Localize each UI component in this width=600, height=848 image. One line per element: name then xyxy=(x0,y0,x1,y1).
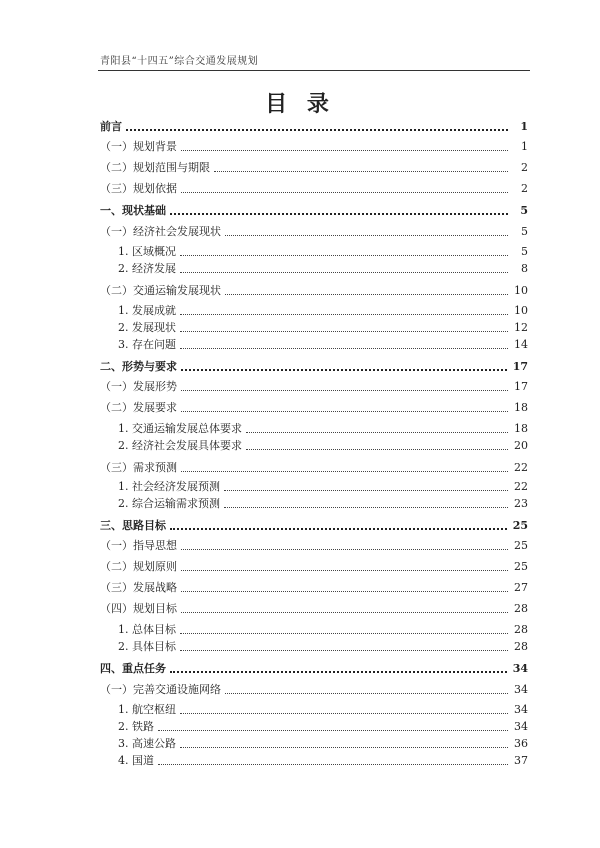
toc-page-number: 25 xyxy=(514,539,528,552)
toc-entry-label: 2. 发展现状 xyxy=(118,321,176,334)
toc-leader-dots xyxy=(180,272,508,273)
toc-entry[interactable] xyxy=(100,202,528,218)
toc-page-number: 34 xyxy=(514,720,528,733)
toc-entry-label: 四、重点任务 xyxy=(100,662,166,675)
toc-entry[interactable] xyxy=(100,302,528,318)
toc-entry-label: 二、形势与要求 xyxy=(100,360,177,373)
toc-entry-label: （三）规划依据 xyxy=(100,182,177,195)
toc-entry-label: 1. 交通运输发展总体要求 xyxy=(118,422,242,435)
toc-entry-label: 1. 区域概况 xyxy=(118,245,176,258)
toc-entry[interactable] xyxy=(100,180,528,196)
toc-page-number: 10 xyxy=(514,304,528,317)
toc-entry[interactable] xyxy=(100,282,528,298)
toc-leader-dots xyxy=(224,490,508,491)
toc-entry[interactable] xyxy=(100,399,528,415)
toc-page-number: 2 xyxy=(521,182,528,195)
toc-leader-dots xyxy=(158,764,508,765)
toc-entry-label: （一）规划背景 xyxy=(100,140,177,153)
toc-page-number: 17 xyxy=(514,380,528,393)
toc-entry[interactable] xyxy=(100,478,528,494)
toc-page-number: 12 xyxy=(514,321,528,334)
toc-leader-dots xyxy=(181,192,508,193)
toc-page-number: 25 xyxy=(512,519,528,532)
toc-leader-dots xyxy=(181,369,507,371)
toc-entry-label: （二）规划范围与期限 xyxy=(100,161,210,174)
toc-page-number: 14 xyxy=(514,338,528,351)
toc-entry-label: 4. 国道 xyxy=(118,754,154,767)
toc-leader-dots xyxy=(181,390,508,391)
toc-page-number: 28 xyxy=(514,640,528,653)
toc-entry-label: （一）指导思想 xyxy=(100,539,177,552)
toc-leader-dots xyxy=(214,171,508,172)
toc-entry-label: 2. 具体目标 xyxy=(118,640,176,653)
toc-entry[interactable] xyxy=(100,243,528,259)
toc-page-number: 1 xyxy=(521,140,528,153)
toc-leader-dots xyxy=(180,314,508,315)
toc-entry-label: 1. 社会经济发展预测 xyxy=(118,480,220,493)
toc-entry-label: 2. 铁路 xyxy=(118,720,154,733)
toc-page-number: 36 xyxy=(514,737,528,750)
toc-leader-dots xyxy=(181,570,508,571)
toc-leader-dots xyxy=(180,348,508,349)
toc-leader-dots xyxy=(181,411,508,412)
toc-entry[interactable] xyxy=(100,159,528,175)
toc-leader-dots xyxy=(181,612,508,613)
running-header: 青阳县“十四五”综合交通发展规划 xyxy=(100,56,259,67)
toc-leader-dots xyxy=(225,294,508,295)
toc-page-number: 18 xyxy=(514,401,528,414)
toc-entry[interactable] xyxy=(100,517,528,533)
toc-page-number: 22 xyxy=(514,461,528,474)
toc-page-number: 17 xyxy=(512,360,528,373)
toc-page-number: 28 xyxy=(514,602,528,615)
toc-leader-dots xyxy=(170,213,508,215)
toc-leader-dots xyxy=(180,713,508,714)
toc-entry[interactable] xyxy=(100,138,528,154)
toc-entry[interactable] xyxy=(100,718,528,734)
toc-page-number: 34 xyxy=(514,703,528,716)
toc-leader-dots xyxy=(180,747,508,748)
toc-title: 目 录 xyxy=(265,92,335,117)
toc-entry[interactable] xyxy=(100,621,528,637)
toc-entry-label: （一）发展形势 xyxy=(100,380,177,393)
toc-leader-dots xyxy=(180,650,508,651)
toc-entry[interactable] xyxy=(100,319,528,335)
toc-entry[interactable] xyxy=(100,420,528,436)
toc-leader-dots xyxy=(181,591,508,592)
toc-entry[interactable] xyxy=(100,260,528,276)
toc-leader-dots xyxy=(181,150,508,151)
toc-leader-dots xyxy=(170,671,507,673)
toc-entry-label: （二）规划原则 xyxy=(100,560,177,573)
toc-page-number: 5 xyxy=(520,204,528,217)
toc-entry[interactable] xyxy=(100,579,528,595)
toc-entry-label: 2. 经济发展 xyxy=(118,262,176,275)
toc-page-number: 20 xyxy=(514,439,528,452)
toc-page-number: 1 xyxy=(520,120,528,133)
toc-entry-label: 2. 经济社会发展具体要求 xyxy=(118,439,242,452)
toc-entry[interactable] xyxy=(100,537,528,553)
toc-page-number: 34 xyxy=(512,662,528,675)
toc-entry[interactable] xyxy=(100,701,528,717)
toc-leader-dots xyxy=(224,507,508,508)
toc-entry-label: 1. 总体目标 xyxy=(118,623,176,636)
toc-entry-label: 3. 高速公路 xyxy=(118,737,176,750)
toc-entry-label: 前言 xyxy=(100,120,122,133)
toc-entry[interactable] xyxy=(100,437,528,453)
toc-page-number: 18 xyxy=(514,422,528,435)
toc-entry-label: （一）经济社会发展现状 xyxy=(100,225,221,238)
toc-entry[interactable] xyxy=(100,558,528,574)
toc-page-number: 25 xyxy=(514,560,528,573)
toc-leader-dots xyxy=(246,449,508,450)
toc-page-number: 2 xyxy=(521,161,528,174)
toc-page-number: 37 xyxy=(514,754,528,767)
toc-entry[interactable] xyxy=(100,681,528,697)
toc-entry-label: 1. 发展成就 xyxy=(118,304,176,317)
toc-entry[interactable] xyxy=(100,336,528,352)
toc-entry-label: （一）完善交通设施网络 xyxy=(100,683,221,696)
toc-entry-label: （二）交通运输发展现状 xyxy=(100,284,221,297)
toc-leader-dots xyxy=(181,549,508,550)
toc-entry[interactable] xyxy=(100,735,528,751)
toc-entry-label: 1. 航空枢纽 xyxy=(118,703,176,716)
toc-entry-label: 2. 综合运输需求预测 xyxy=(118,497,220,510)
toc-leader-dots xyxy=(246,432,508,433)
toc-leader-dots xyxy=(180,331,508,332)
toc-leader-dots xyxy=(180,255,508,256)
toc-leader-dots xyxy=(225,693,508,694)
toc-entry[interactable] xyxy=(100,378,528,394)
toc-entry[interactable] xyxy=(100,752,528,768)
toc-entry[interactable] xyxy=(100,660,528,676)
toc-leader-dots xyxy=(170,528,507,530)
toc-page-number: 5 xyxy=(521,225,528,238)
toc-leader-dots xyxy=(158,730,508,731)
toc-entry-label: 三、思路目标 xyxy=(100,519,166,532)
toc-entry[interactable] xyxy=(100,495,528,511)
toc-page-number: 28 xyxy=(514,623,528,636)
toc-leader-dots xyxy=(180,633,508,634)
toc-leader-dots xyxy=(181,471,508,472)
toc-entry-label: （二）发展要求 xyxy=(100,401,177,414)
toc-entry[interactable] xyxy=(100,600,528,616)
toc-entry-label: （三）需求预测 xyxy=(100,461,177,474)
header-rule xyxy=(98,70,530,71)
toc-leader-dots xyxy=(126,129,508,131)
toc-page-number: 5 xyxy=(521,245,528,258)
toc-page-number: 27 xyxy=(514,581,528,594)
toc-entry[interactable] xyxy=(100,223,528,239)
toc-page-number: 34 xyxy=(514,683,528,696)
toc-entry[interactable] xyxy=(100,638,528,654)
toc-entry-label: （三）发展战略 xyxy=(100,581,177,594)
toc-entry-label: 3. 存在问题 xyxy=(118,338,176,351)
toc-entry[interactable] xyxy=(100,358,528,374)
toc-page-number: 23 xyxy=(514,497,528,510)
toc-page-number: 10 xyxy=(514,284,528,297)
toc-entry-label: （四）规划目标 xyxy=(100,602,177,615)
toc-leader-dots xyxy=(225,235,508,236)
toc-page-number: 8 xyxy=(521,262,528,275)
toc-page-number: 22 xyxy=(514,480,528,493)
toc-entry[interactable] xyxy=(100,118,528,134)
toc-entry[interactable] xyxy=(100,459,528,475)
toc-entry-label: 一、现状基础 xyxy=(100,204,166,217)
